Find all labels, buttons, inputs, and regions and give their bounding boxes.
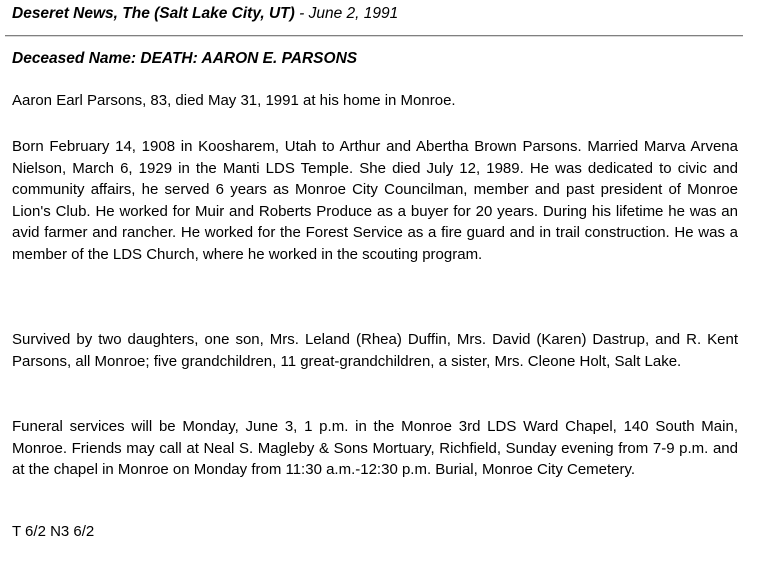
publication-date: June 2, 1991 bbox=[308, 5, 399, 22]
deceased-name-heading: Deceased Name: DEATH: AARON E. PARSONS bbox=[12, 50, 358, 67]
header-separator: - bbox=[294, 5, 309, 22]
publication-source: Deseret News, The (Salt Lake City, UT) bbox=[12, 5, 295, 22]
paragraph-summary: Aaron Earl Parsons, 83, died May 31, 1991 at his home in Monroe. bbox=[12, 92, 456, 109]
paragraph-funeral: Funeral services will be Monday, June 3, 1 p.m. in the Monroe 3rd LDS Ward Chapel, 140 South Main, Monroe. Friends may call at Neal S. Magleby & Sons Mortuary, Richfield, Sunday evening from 7-9 p.m. and at the chapel in Monroe on Monday from 11:30 a.m.-12:30 p.m. Burial, Monroe City Cemetery. bbox=[12, 418, 738, 478]
paragraph-reference-code: T 6/2 N3 6/2 bbox=[12, 523, 95, 540]
paragraph-biography: Born February 14, 1908 in Koosharem, Utah to Arthur and Abertha Brown Parsons. Married Marva Arvena Nielson, March 6, 1929 in the Manti LDS Temple. She died July 12, 1989. He was dedicated to civic and community affairs, he served 6 years as Monroe City Councilman, member and past president of Monroe Lion's Club. He worked for Muir and Roberts Produce as a buyer for 20 years. During his lifetime he was an avid farmer and rancher. He worked for the Forest Service as a fire guard and in trail construction. He was a member of the LDS Church, where he worked in the scouting program. bbox=[12, 138, 738, 263]
publication-header bbox=[12, 4, 398, 24]
paragraph-survivors: Survived by two daughters, one son, Mrs. Leland (Rhea) Duffin, Mrs. David (Karen) Dastrup, and R. Kent Parsons, all Monroe; five grandchildren, 11 great-grandchildren, a sister, Mrs. Cleone Holt, Salt Lake. bbox=[12, 331, 738, 370]
header-divider bbox=[5, 35, 743, 37]
